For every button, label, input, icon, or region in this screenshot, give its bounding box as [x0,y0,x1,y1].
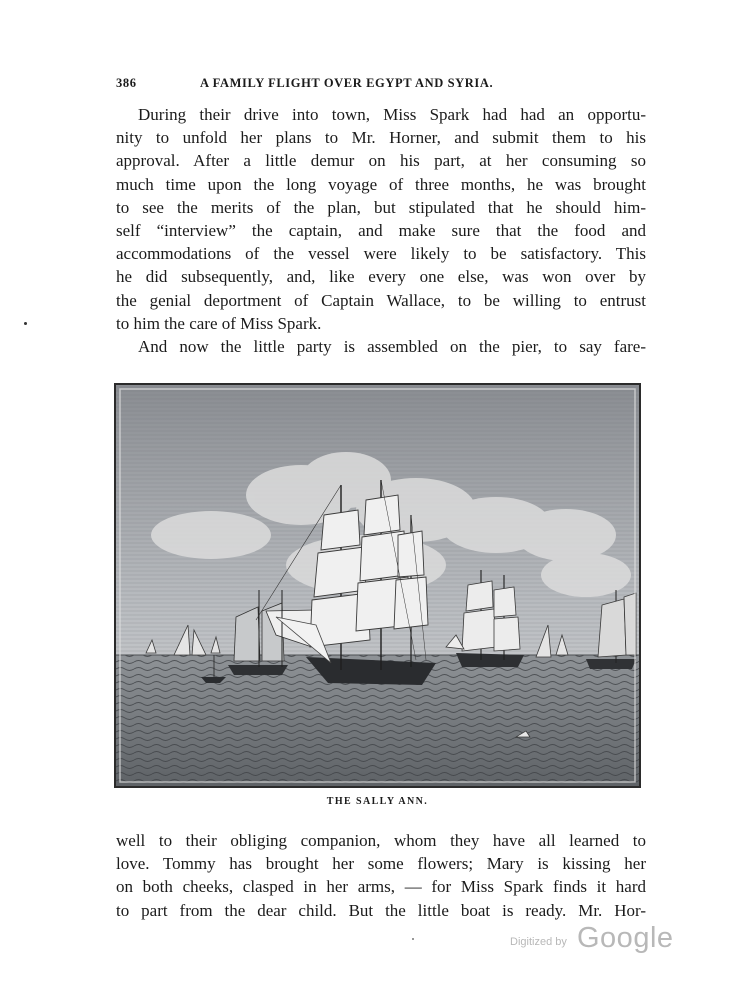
text-line: to part from the dear child. But the little boat is ready. Mr. Hor- [116,900,646,920]
text-line: the genial deportment of Captain Wallace, to be willing to entrust [116,290,646,310]
text-line: well to their obliging companion, whom they have all learned to [116,831,646,850]
body-text-top [116,103,646,358]
text-line: love. Tommy has brought her some flowers; Mary is kissing her [116,854,646,874]
watermark-prefix: Digitized by [510,936,567,948]
text-line: accommodations of the vessel were likely to be satisfactory. This [116,244,646,264]
text-line: nity to unfold her plans to Mr. Horner, and submit them to his [116,128,646,148]
digitized-by-google-watermark [505,922,705,962]
text-line: self “interview” the captain, and make sure that the food and [116,220,646,240]
figure-caption: THE SALLY ANN. [326,796,429,807]
text-line: to him the care of Miss Spark. [116,313,322,333]
page-number: 386 [116,76,137,90]
text-line: he did subsequently, and, like every one else, was won over by [116,267,646,287]
stray-ink-dot [412,938,414,940]
body-text-bottom [116,829,646,922]
text-line: much time upon the long voyage of three months, he was brought [116,174,646,194]
text-line: approval. After a little demur on his part, at her consuming so [116,151,646,171]
running-header [116,76,646,96]
google-logo: Google [577,922,674,954]
stray-ink-dot [24,322,27,325]
engraving-the-sally-ann [114,383,641,788]
text-line: During their drive into town, Miss Spark had had an opportu- [138,105,646,124]
text-line: to see the merits of the plan, but stipulated that he should him- [116,197,646,217]
text-line: And now the little party is assembled on the pier, to say fare- [138,336,646,356]
ships-at-sea-illustration [116,385,639,786]
text-line: on both cheeks, clasped in her arms, — for Miss Spark finds it hard [116,877,646,897]
running-title: A FAMILY FLIGHT OVER EGYPT AND SYRIA. [200,76,494,90]
